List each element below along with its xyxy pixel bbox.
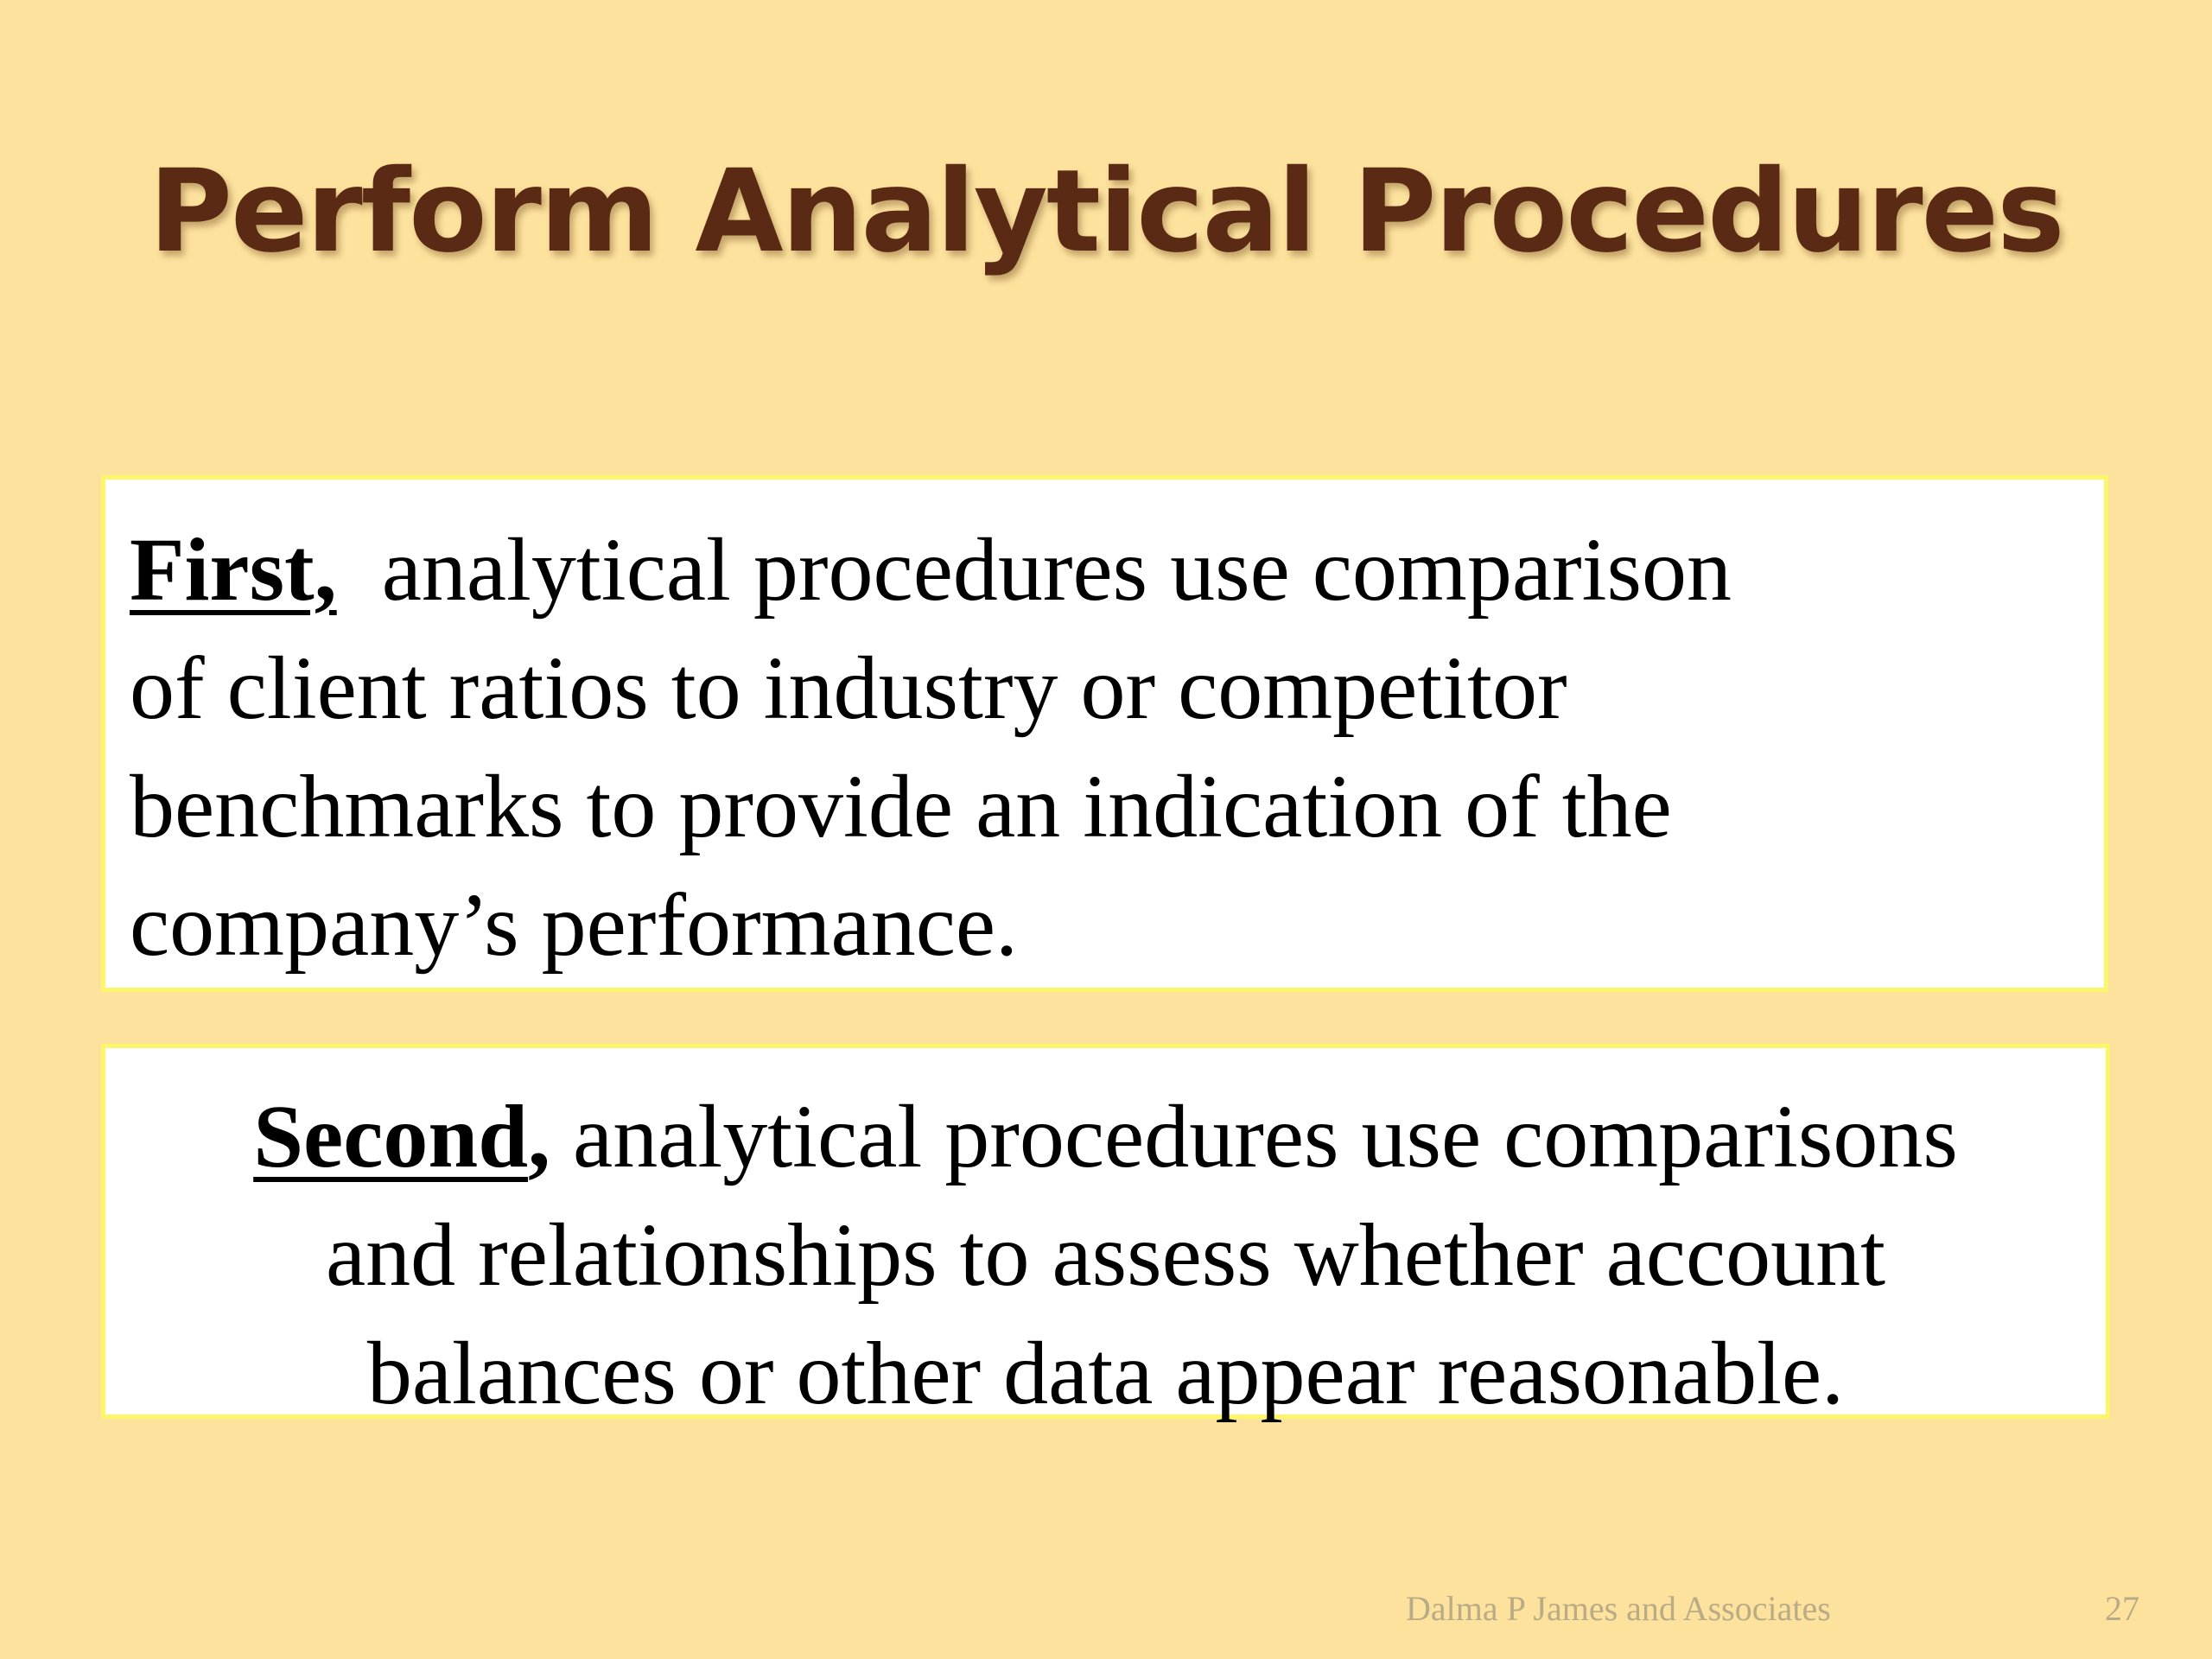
second-point-line-1 bbox=[105, 1077, 2106, 1196]
second-point-text-2: and relationships to assess whether account bbox=[325, 1205, 1886, 1305]
first-point-text-2: of client ratios to industry or competitor bbox=[130, 639, 1567, 738]
first-point-text-4: company’s performance. bbox=[130, 875, 1019, 975]
second-point-box bbox=[101, 1044, 2110, 1423]
first-point-line-1 bbox=[130, 511, 2104, 629]
second-point-lead: Second bbox=[253, 1087, 529, 1186]
second-point-text-3: balances or other data appear reasonable. bbox=[366, 1324, 1845, 1423]
slide-number: 27 bbox=[2105, 1589, 2139, 1628]
first-point-lead: First, bbox=[130, 520, 337, 620]
second-point-text-1: analytical procedures use comparisons bbox=[573, 1087, 1958, 1186]
footer-credit: Dalma P James and Associates bbox=[1406, 1589, 1831, 1628]
first-point-text-3: benchmarks to provide an indication of the bbox=[130, 757, 1672, 856]
slide-title: Perform Analytical Procedures bbox=[149, 145, 2063, 278]
first-point-box bbox=[101, 475, 2108, 992]
second-point-lead-comma: , bbox=[528, 1087, 551, 1186]
first-point-text-1: analytical procedures use comparison bbox=[381, 520, 1732, 620]
